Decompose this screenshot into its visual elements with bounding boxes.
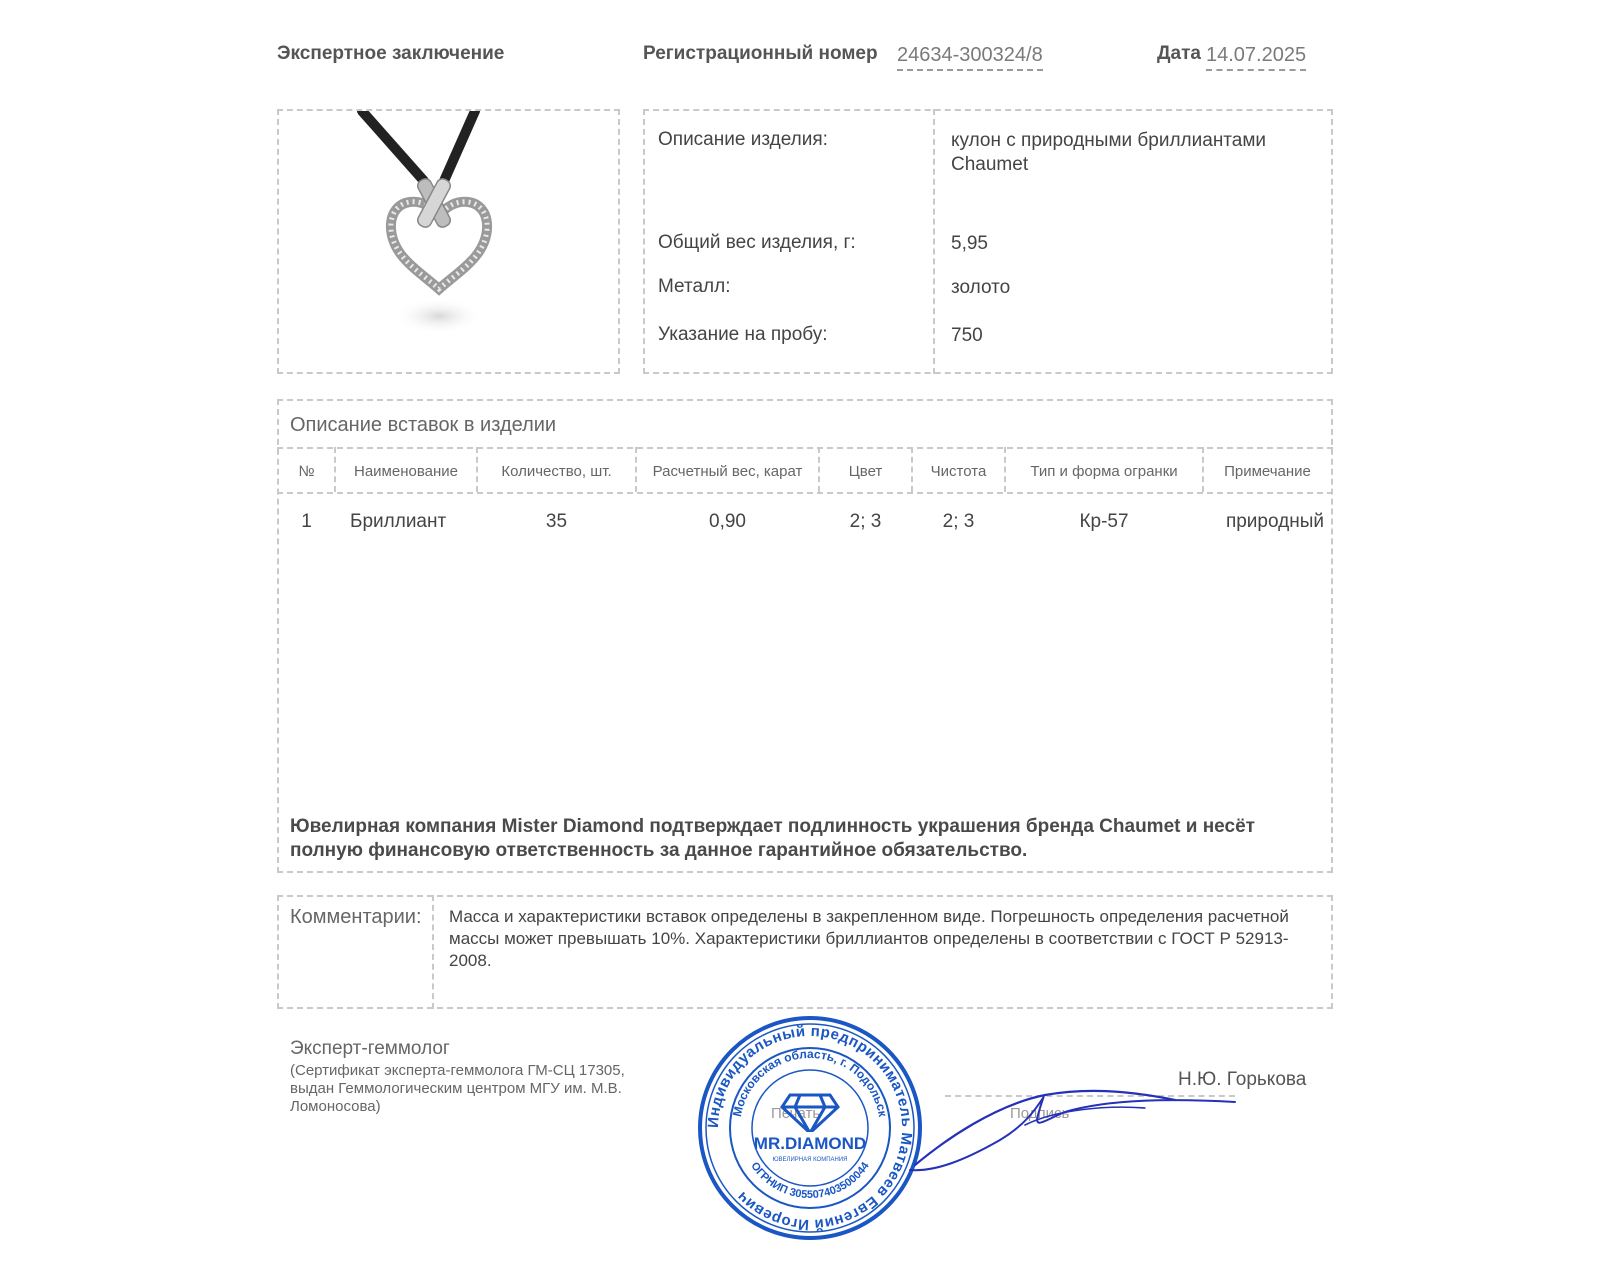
stamp-inner-text: Московская область, г. Подольск: [729, 1046, 891, 1118]
registration-label: Регистрационный номер: [643, 43, 878, 64]
comments-text: Масса и характеристики вставок определены в закрепленном виде. Погрешность определения расчетной массы может превышать 10%. Характеристики бриллиантов определены в соответствии с ГОСТ Р 52913-2008.: [449, 907, 1289, 970]
weight-label: Общий вес изделия, г:: [658, 232, 856, 253]
table-cell: 2; 3: [849, 511, 882, 532]
column-header: Количество, шт.: [501, 463, 612, 480]
table-cell: Кр-57: [1079, 511, 1129, 532]
signer-name: Н.Ю. Горькова: [1178, 1069, 1307, 1090]
table-cell: 35: [545, 511, 568, 532]
signature-caption: Подпись: [1010, 1105, 1070, 1122]
table-cell: 1: [301, 511, 312, 532]
pendant-image: [279, 111, 618, 372]
description-value: кулон с природными бриллиантами Chaumet: [951, 130, 1267, 175]
authenticity-note: Ювелирная компания Mister Diamond подтверждает подлинность украшения бренда Chaumet и несёт полную финансовую ответственность за данное гарантийное обязательство.: [290, 816, 1255, 861]
comments-label: Комментарии:: [290, 906, 422, 928]
product-photo-frame: [277, 109, 620, 374]
stamp-ogrnip: ОГРНИП 305507403500044: [748, 1160, 872, 1202]
table-cell: 2; 3: [942, 511, 975, 532]
table-cell: природный: [1225, 511, 1324, 532]
table-cell: Бриллиант: [350, 511, 447, 532]
date-label: Дата: [1157, 43, 1201, 64]
handwritten-signature: [905, 1070, 1255, 1180]
stamp-caption: Печать: [771, 1105, 821, 1122]
column-header: Чистота: [930, 463, 987, 480]
document-title: Экспертное заключение: [277, 43, 505, 64]
stamp-outer-text: Индивидуальный предприниматель Матвеев Евгений Игоревич: [704, 1022, 916, 1234]
metal-value: золото: [951, 277, 1011, 298]
column-header: №: [298, 463, 315, 480]
column-header: Цвет: [848, 463, 883, 480]
table-top-line: [277, 447, 1333, 449]
metal-label: Металл:: [658, 276, 731, 297]
table-header-bottom-line: [277, 492, 1333, 494]
expert-title: Эксперт-геммолог: [290, 1038, 450, 1059]
diamond-icon: [782, 1095, 838, 1133]
hallmark-value: 750: [951, 325, 983, 346]
expert-certificate: (Сертификат эксперта-геммолога ГМ-СЦ 17305, выдан Геммологическим центром МГУ им. М.В. Ломоносова): [290, 1062, 625, 1115]
date-value: 14.07.2025: [1206, 44, 1306, 71]
comments-divider: [432, 895, 434, 1009]
product-info-divider: [933, 109, 935, 374]
company-stamp: [697, 1015, 923, 1241]
stamp-logo-sub: ЮВЕЛИРНАЯ КОМПАНИЯ: [772, 1157, 848, 1163]
column-header: Наименование: [354, 463, 458, 480]
description-label: Описание изделия:: [658, 129, 828, 150]
column-header: Примечание: [1224, 463, 1311, 480]
registration-number: 24634-300324/8: [897, 44, 1043, 71]
inserts-title: Описание вставок в изделии: [290, 414, 557, 436]
column-header: Расчетный вес, карат: [652, 463, 803, 480]
stamp-logo: MR.DIAMOND: [753, 1134, 867, 1153]
hallmark-label: Указание на пробу:: [658, 324, 828, 345]
weight-value: 5,95: [951, 233, 988, 254]
column-header: Тип и форма огранки: [1030, 463, 1178, 480]
table-cell: 0,90: [709, 511, 746, 532]
